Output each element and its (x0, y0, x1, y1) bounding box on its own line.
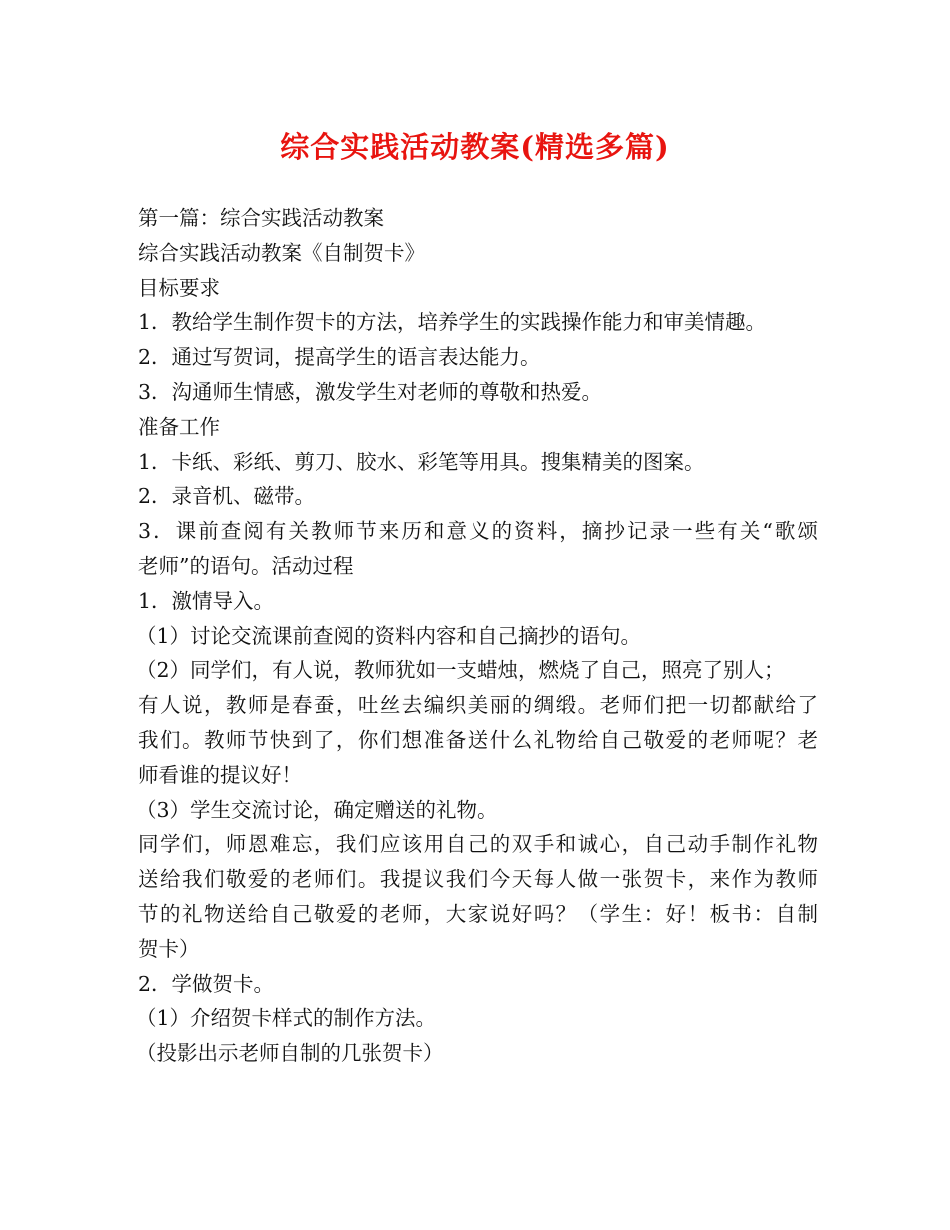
document-body (138, 201, 818, 1071)
text-line: 送给我们敬爱的老师们。我提议我们今天每人做一张贺卡，来作为教师 (138, 867, 818, 892)
text-line: 1．教给学生制作贺卡的方法，培养学生的实践操作能力和审美情趣。 (138, 310, 767, 335)
text-line: 有人说，教师是春蚕，吐丝去编织美丽的绸缎。老师们把一切都献给了 (138, 693, 818, 718)
text-line: 贺卡） (138, 936, 200, 961)
text-line: （1）讨论交流课前查阅的资料内容和自己摘抄的语句。 (136, 623, 642, 648)
text-line: （投影出示老师自制的几张贺卡） (136, 1041, 444, 1066)
text-line: 节的礼物送给自己敬爱的老师，大家说好吗？（学生：好！板书：自制 (138, 901, 818, 926)
text-line: 准备工作 (138, 414, 220, 439)
text-line: 2．学做贺卡。 (138, 971, 275, 996)
text-line: 1．卡纸、彩纸、剪刀、胶水、彩笔等用具。搜集精美的图案。 (138, 449, 705, 474)
text-line: 综合实践活动教案《自制贺卡》 (138, 240, 425, 265)
text-line: （1）介绍贺卡样式的制作方法。 (136, 1006, 437, 1031)
text-line: 1．激情导入。 (138, 588, 275, 613)
text-line: 老师”的语句。活动过程 (138, 553, 354, 578)
text-line: 我们。教师节快到了，你们想准备送什么礼物给自己敬爱的老师呢？老 (138, 727, 818, 752)
text-line: 目标要求 (138, 275, 220, 300)
text-line: 3．沟通师生情感，激发学生对老师的尊敬和热爱。 (138, 379, 603, 404)
text-line: （3）学生交流讨论，确定赠送的礼物。 (136, 797, 498, 822)
text-line: 3．课前查阅有关教师节来历和意义的资料，摘抄记录一些有关“歌颂 (138, 519, 818, 544)
text-line: 第一篇：综合实践活动教案 (138, 206, 384, 230)
document-title: 综合实践活动教案(精选多篇) (280, 130, 670, 164)
text-line: 同学们，师恩难忘，我们应该用自己的双手和诚心，自己动手制作礼物 (138, 832, 818, 857)
text-line: 师看谁的提议好！ (138, 762, 302, 787)
text-line: 2．录音机、磁带。 (138, 484, 316, 509)
text-line: （2）同学们，有人说，教师犹如一支蜡烛，燃烧了自己，照亮了别人； (136, 658, 785, 683)
text-line: 2．通过写贺词，提高学生的语言表达能力。 (138, 345, 541, 370)
